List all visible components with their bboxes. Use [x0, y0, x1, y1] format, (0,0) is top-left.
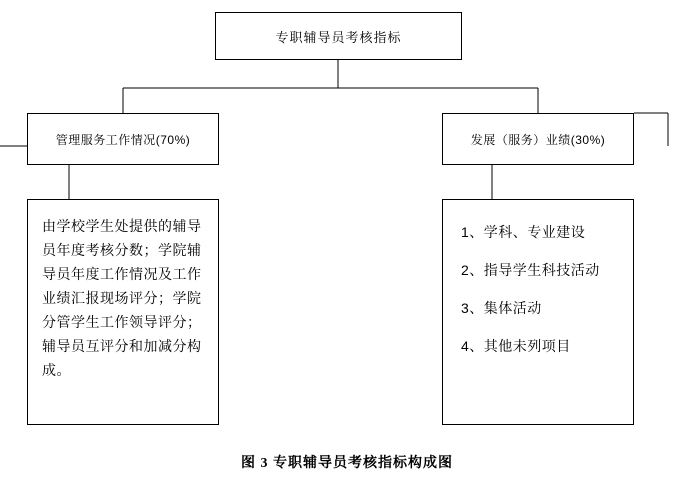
- list-item: 4、其他未列项目: [461, 338, 571, 354]
- node-left-body: [27, 199, 219, 425]
- list-item: 1、学科、专业建设: [461, 224, 586, 240]
- node-right-body: [442, 199, 634, 425]
- list-item: 3、集体活动: [461, 300, 542, 316]
- node-right-body-list: [461, 222, 621, 374]
- figure-caption: 图 3 专职辅导员考核指标构成图: [241, 456, 453, 471]
- node-left-body-text: 由学校学生处提供的辅导员年度考核分数；学院辅导员年度工作情况及工作业绩汇报现场评分；学院分管学生工作领导评分；辅导员互评分和加减分构成。: [42, 218, 202, 378]
- node-right-header: [442, 113, 634, 165]
- node-left-header: [27, 113, 219, 165]
- node-title: [215, 12, 462, 60]
- list-item: 2、指导学生科技活动: [461, 262, 600, 278]
- node-title-label: 专职辅导员考核指标: [275, 29, 402, 45]
- node-left-header-label: 管理服务工作情况(70%): [55, 132, 191, 147]
- node-right-header-label: 发展（服务）业绩(30%): [470, 132, 606, 147]
